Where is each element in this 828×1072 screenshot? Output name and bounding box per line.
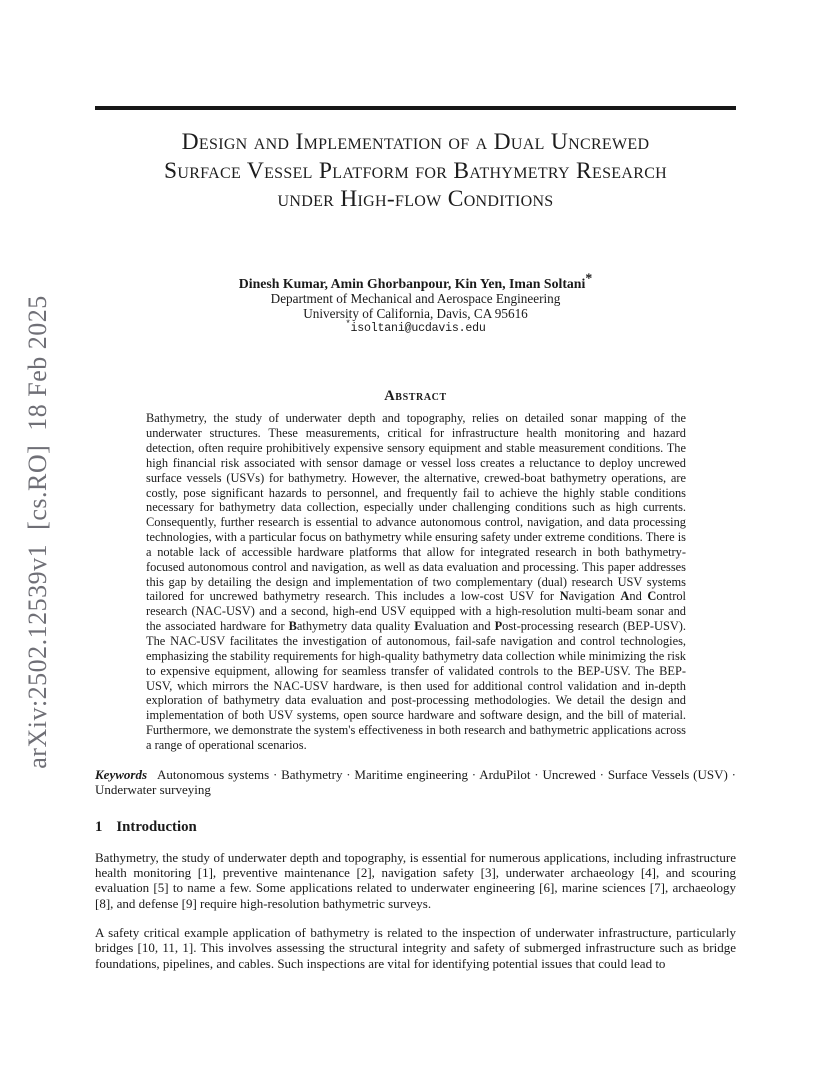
section-number: 1 — [95, 818, 103, 835]
abstract-text: Bathymetry, the study of underwater depth and topography, relies on detailed sonar mapping of the underwater structures. These measurements, critical for infrastructure health monitoring and hazard detection, often require prohibitively expensive sensory equipment and stable measurement conditions. The high financial risk associated with sensor damage or vessel loss creates a reluctance to deploy uncrewed surface vessels (USVs) for bathymetry. However, the alternative, crewed-boat bathymetry operations, are costly, pose significant hazards to personnel, and frequently fail to achieve the highly stable conditions necessary for bathymetry data collection, especially under challenging conditions such as high currents. Consequently, further research is essential to advance autonomous control, navigation, and data processing technologies, with a particular focus on bathymetry while ensuring safety under extreme conditions. There is a notable lack of accessible hardware platforms that allow for integrated research in both bathymetry-focused autonomous control and navigation, as well as data evaluation and processing. This paper addresses this gap by detailing the design and implementation of two complementary (dual) research USV systems tailored for uncrewed bathymetry research. This includes a low-cost USV for Navigation And Control research (NAC-USV) and a second, high-end USV equipped with a high-resolution multi-beam sonar and the associated hardware for Bathymetry data quality Evaluation and Post-processing research (BEP-USV). The NAC-USV facilitates the investigation of autonomous, fail-safe navigation and control technologies, emphasizing the stability requirements for high-quality bathymetry data collection while minimizing the risk to expensive equipment, allowing for seamless transfer of validated controls to the BEP-USV. The BEP-USV, which mirrors the NAC-USV hardware, is then used for additional control validation and in-depth exploration of bathymetry data evaluation and post-processing methodologies. We detail the design and implementation of both USV systems, open source hardware and software design, and the bill of material. Furthermore, we demonstrate the system's effectiveness in both research and bathymetric applications across a range of operational scenarios. — [146, 411, 687, 752]
author-affiliation-mark: * — [585, 270, 593, 286]
authors-block — [95, 270, 736, 337]
arxiv-stamp: arXiv:2502.12539v1 [cs.RO] 18 Feb 2025 — [23, 295, 52, 769]
keywords-line — [95, 767, 736, 797]
section-title: Introduction — [116, 818, 197, 835]
author-email: isoltani@ucdavis.edu — [350, 322, 486, 336]
paper-title — [95, 128, 736, 214]
title-line-2: Surface Vessel Platform for Bathymetry Research — [163, 157, 668, 184]
intro-paragraph-2: A safety critical example application of bathymetry is related to the inspection of underwater infrastructure, particularly bridges [10, 11, 1]. This involves assessing the structural integrity and safety of submerged infrastructure such as bridge foundations, pipelines, and cables. Such inspections are vital for identifying potential issues that could lead to — [95, 924, 736, 971]
author-names-line — [95, 270, 736, 291]
keywords-label: Keywords — [95, 766, 147, 782]
author-email-line — [95, 321, 736, 336]
title-rule — [95, 106, 736, 110]
email-mark: * — [345, 319, 351, 330]
author-names: Dinesh Kumar, Amin Ghorbanpour, Kin Yen, Iman Soltani — [238, 275, 586, 291]
title-line-1: Design and Implementation of a Dual Uncrewed — [181, 129, 650, 155]
abstract-heading: Abstract — [384, 388, 447, 405]
title-line-3: under High-flow Conditions — [277, 186, 554, 212]
author-university: University of California, Davis, CA 95616 — [303, 305, 528, 321]
paper-content — [95, 0, 736, 971]
intro-paragraph-1: Bathymetry, the study of underwater depth and topography, is essential for numerous applications, including infrastructure health monitoring [1], preventive maintenance [2], navigation safety [3], underwater archaeology [4], and scouring evaluation [5] to name a few. Some applications related to underwater engineering [6], marine sciences [7], archaeology [8], and defense [9] require high-resolution bathymetric surveys. — [95, 849, 736, 911]
author-department: Department of Mechanical and Aerospace Engineering — [270, 290, 561, 306]
section-heading-introduction — [95, 819, 736, 836]
keywords-text: Autonomous systems · Bathymetry · Maritime engineering · ArduPilot · Uncrewed · Surface Vessels (USV) · Underwater surveying — [95, 766, 736, 797]
